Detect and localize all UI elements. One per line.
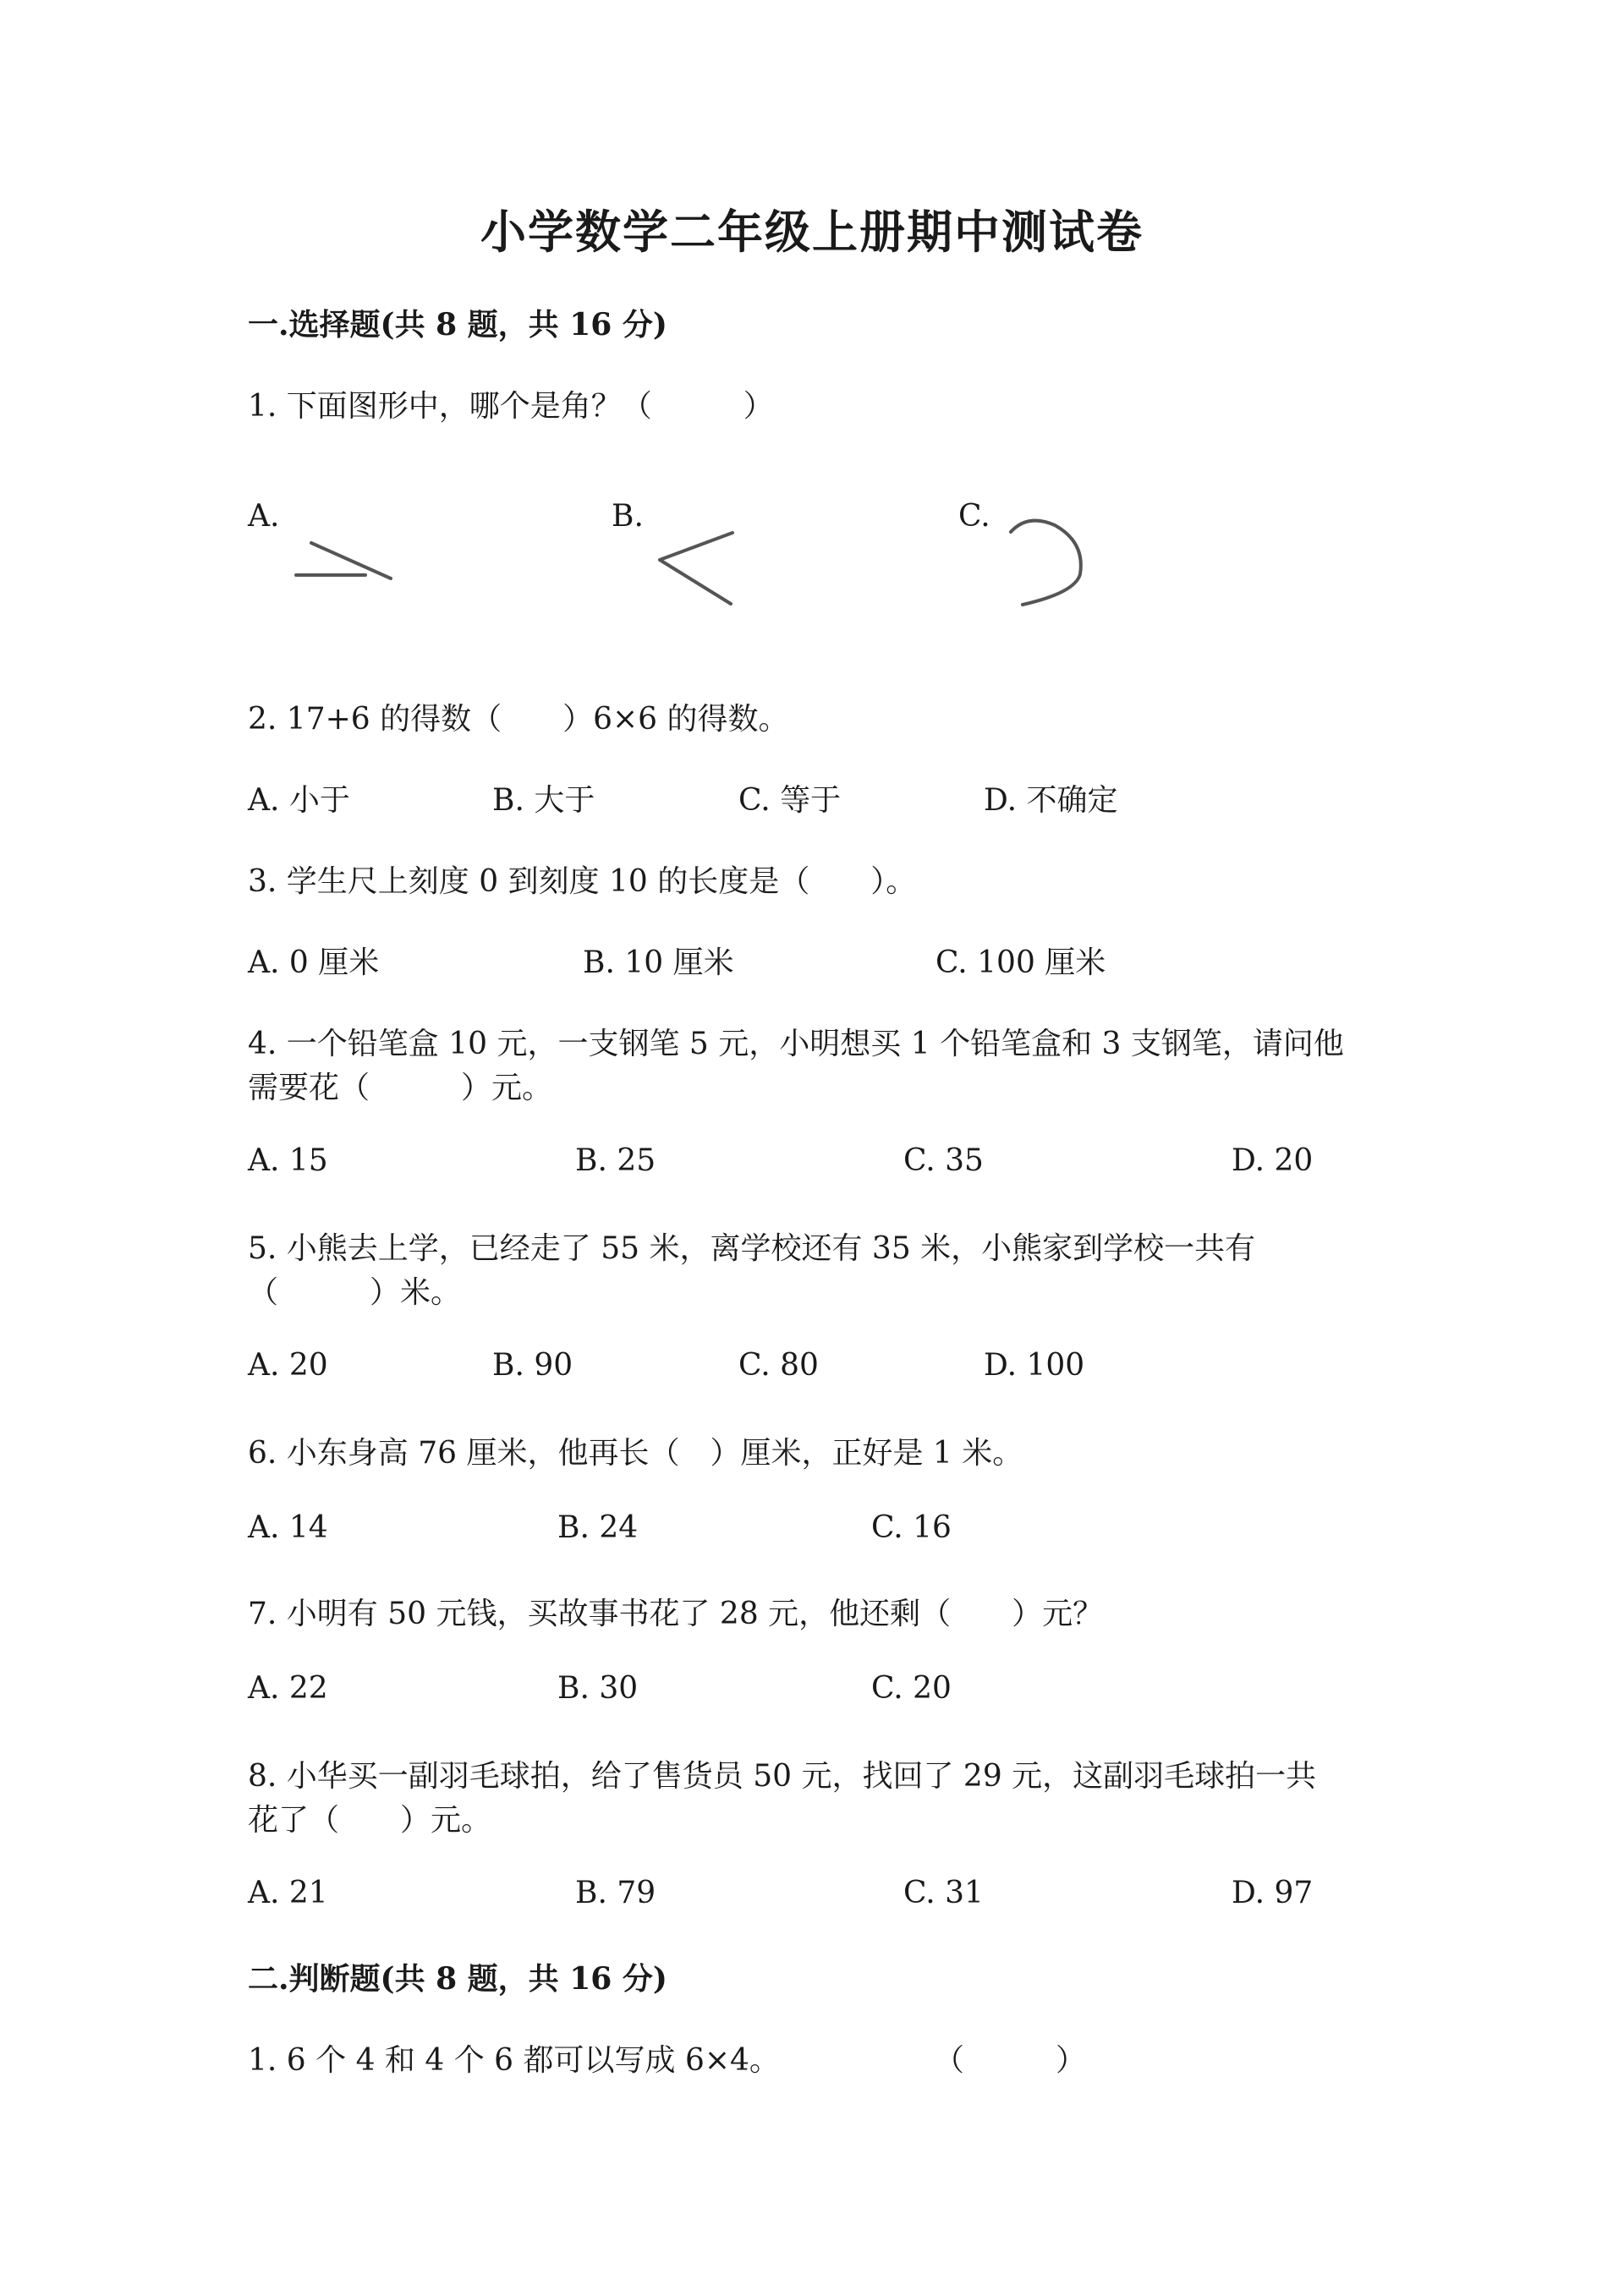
q2-option-d: D. 不确定 xyxy=(984,783,1118,818)
q3-option-c: C. 100 厘米 xyxy=(935,945,1106,980)
question-8-line1: 8. 小华买一副羽毛球拍，给了售货员 50 元，找回了 29 元，这副羽毛球拍一共 xyxy=(248,1759,1317,1794)
q1-option-c: C. xyxy=(958,499,990,534)
q5-option-c: C. 80 xyxy=(738,1348,819,1383)
question-6: 6. 小东身高 76 厘米，他再长（ ）厘米，正好是 1 米。 xyxy=(248,1436,1023,1471)
q5-option-a: A. 20 xyxy=(248,1348,328,1383)
q7-option-b: B. 30 xyxy=(557,1671,639,1706)
question-8-line2: 花了（ ）元。 xyxy=(248,1803,492,1838)
q8-option-a: A. 21 xyxy=(248,1876,328,1910)
q4-option-a: A. 15 xyxy=(248,1143,328,1178)
q8-option-c: C. 31 xyxy=(903,1876,984,1910)
judgment-answer-blank[interactable]: （ ） xyxy=(934,2043,1087,2078)
q8-option-d: D. 97 xyxy=(1232,1876,1314,1910)
section-heading-choice: 一.选择题(共 8 题，共 16 分) xyxy=(248,307,667,342)
q2-option-a: A. 小于 xyxy=(248,783,350,818)
q1-option-a: A. xyxy=(248,499,280,534)
curved-hook-icon xyxy=(1002,512,1095,613)
q3-option-a: A. 0 厘米 xyxy=(248,945,380,980)
q7-option-c: C. 20 xyxy=(871,1671,952,1706)
judgment-question-1: 1. 6 个 4 和 4 个 6 都可以写成 6×4。 xyxy=(248,2043,780,2078)
section-heading-judgment: 二.判断题(共 8 题，共 16 分) xyxy=(248,1961,667,1997)
q3-option-b: B. 10 厘米 xyxy=(583,945,734,980)
q6-option-c: C. 16 xyxy=(871,1510,952,1545)
q4-option-c: C. 35 xyxy=(903,1143,984,1178)
question-4-line1: 4. 一个铅笔盒 10 元，一支钢笔 5 元，小明想买 1 个铅笔盒和 3 支钢笔，请问他 xyxy=(248,1027,1344,1061)
q4-option-b: B. 25 xyxy=(575,1143,656,1178)
question-3: 3. 学生尺上刻度 0 到刻度 10 的长度是（ ）。 xyxy=(248,864,917,899)
q6-option-a: A. 14 xyxy=(248,1510,328,1545)
open-angle-icon xyxy=(651,524,744,609)
q4-option-d: D. 20 xyxy=(1232,1143,1314,1178)
q5-option-d: D. 100 xyxy=(984,1348,1085,1383)
question-5-line2: （ ）米。 xyxy=(248,1275,462,1310)
question-2: 2. 17+6 的得数（ ）6×6 的得数。 xyxy=(248,702,789,737)
q2-option-c: C. 等于 xyxy=(738,783,842,818)
q1-option-b: B. xyxy=(612,499,644,534)
q7-option-a: A. 22 xyxy=(248,1671,328,1706)
q6-option-b: B. 24 xyxy=(557,1510,639,1545)
question-1: 1. 下面图形中，哪个是角？（ ） xyxy=(248,389,774,424)
angle-shape-icon xyxy=(288,523,406,582)
q8-option-b: B. 79 xyxy=(575,1876,656,1910)
question-7: 7. 小明有 50 元钱，买故事书花了 28 元，他还剩（ ）元？ xyxy=(248,1597,1104,1631)
question-5-line1: 5. 小熊去上学，已经走了 55 米，离学校还有 35 米，小熊家到学校一共有 xyxy=(248,1231,1256,1266)
q2-option-b: B. 大于 xyxy=(492,783,595,818)
question-4-line2: 需要花（ ）元。 xyxy=(248,1071,553,1105)
page-title: 小学数学二年级上册期中测试卷 xyxy=(480,205,1144,259)
q5-option-b: B. 90 xyxy=(492,1348,573,1383)
